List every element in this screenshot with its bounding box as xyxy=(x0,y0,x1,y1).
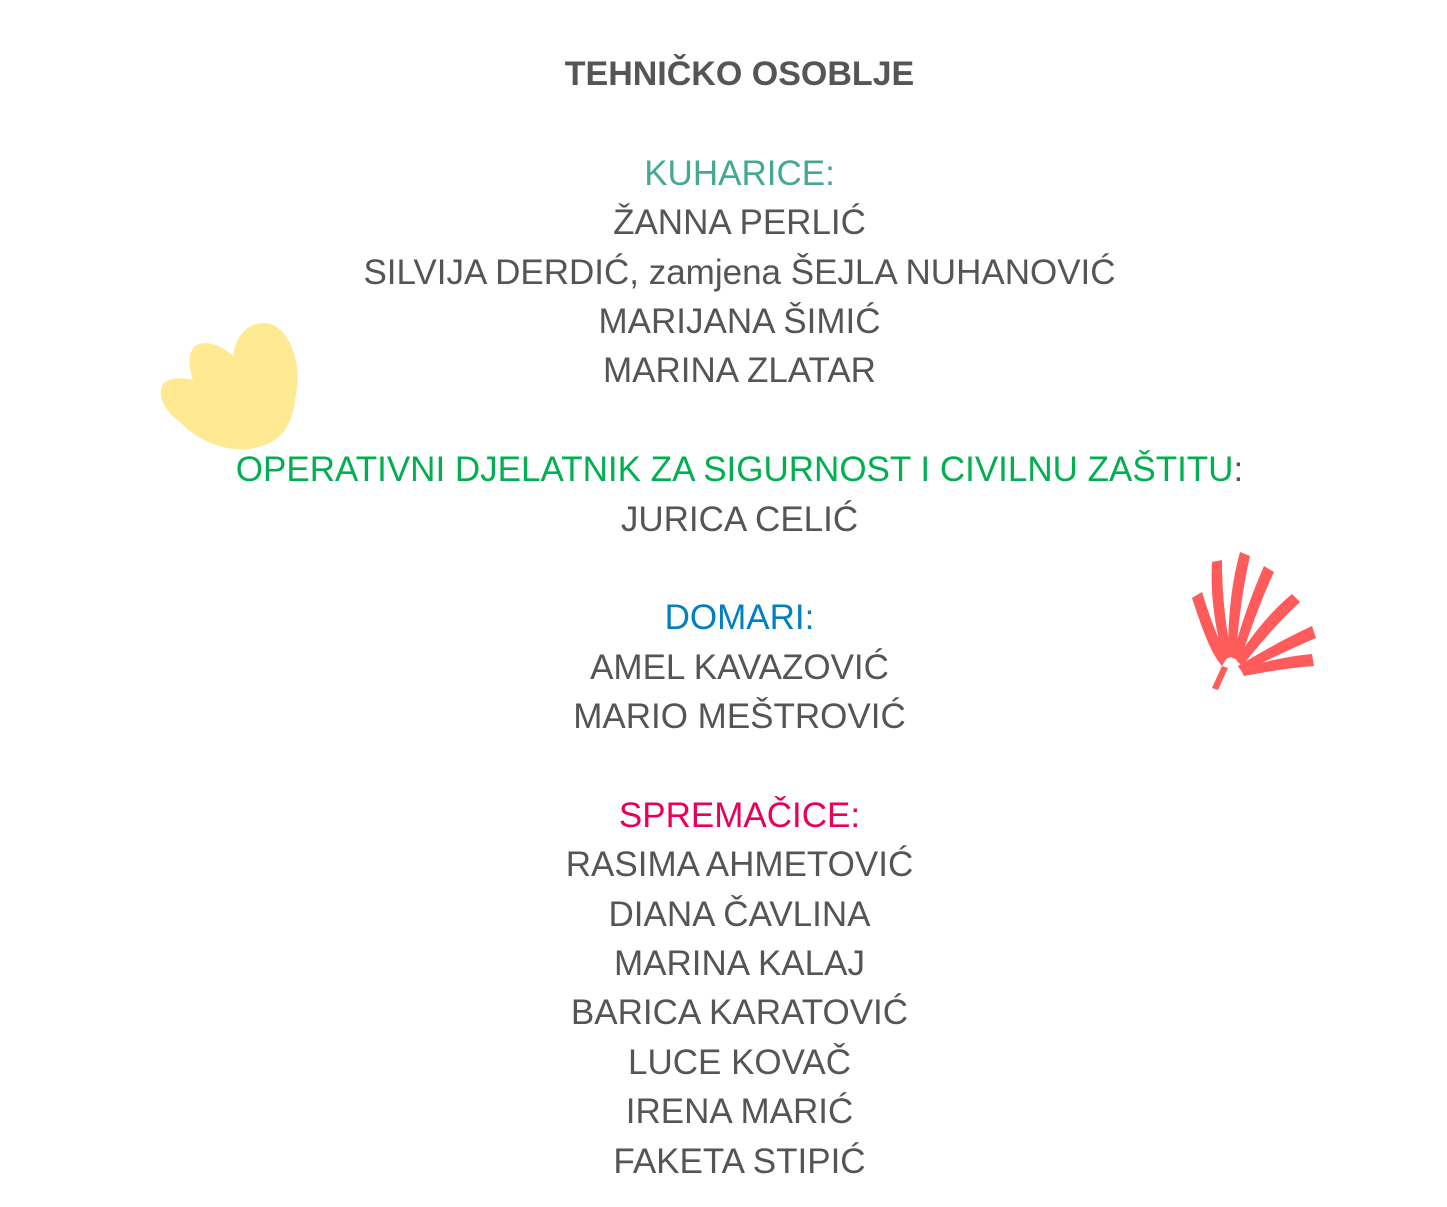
staff-list xyxy=(16,50,1447,1186)
list-item: IRENA MARIĆ xyxy=(625,1092,854,1132)
list-item: MARINA KALAJ xyxy=(614,944,865,984)
list-item: MARINA ZLATAR xyxy=(603,351,876,391)
section-heading-kuharice: KUHARICE: xyxy=(644,153,835,193)
list-item: JURICA CELIĆ xyxy=(620,499,859,539)
list-item: RASIMA AHMETOVIĆ xyxy=(565,845,914,885)
list-item: BARICA KARATOVIĆ xyxy=(570,993,909,1033)
page-title: TEHNIČKO OSOBLJE xyxy=(564,55,915,93)
list-item: DIANA ČAVLINA xyxy=(608,894,871,934)
section-heading-domari: DOMARI: xyxy=(664,598,815,638)
list-item: ŽANNA PERLIĆ xyxy=(613,203,866,243)
list-item: MARIO MEŠTROVIĆ xyxy=(573,697,906,737)
section-heading-text: OPERATIVNI DJELATNIK ZA SIGURNOST I CIVILNU ZAŠTITU xyxy=(235,450,1234,490)
list-item: LUCE KOVAČ xyxy=(627,1042,852,1082)
section-heading-operativni-djelatnik xyxy=(16,445,1447,494)
list-item: FAKETA STIPIĆ xyxy=(613,1141,866,1181)
list-item: AMEL KAVAZOVIĆ xyxy=(590,647,889,687)
heading-colon: : xyxy=(1233,450,1244,490)
list-item: SILVIJA DERDIĆ, zamjena ŠEJLA NUHANOVIĆ xyxy=(363,252,1116,292)
list-item: MARIJANA ŠIMIĆ xyxy=(598,301,881,341)
section-heading-spremacice: SPREMAČICE: xyxy=(618,795,861,835)
